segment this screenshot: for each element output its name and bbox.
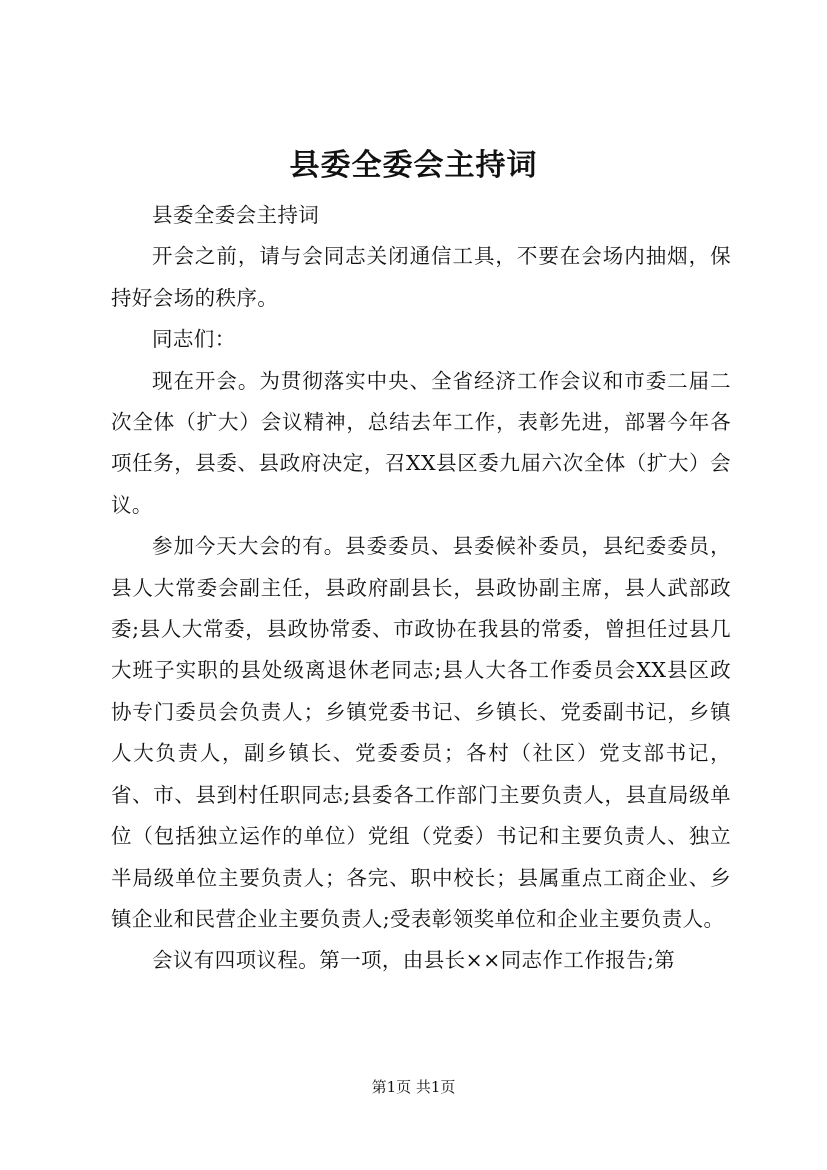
page-footer: 第1页 共1页 [371, 1078, 456, 1096]
paragraph-agenda: 会议有四项议程。第一项，由县长××同志作工作报告;第 [152, 948, 676, 973]
paragraph-opening: 现在开会。为贯彻落实中央、全省经济工作会议和市委二届二次全体（扩大）会议精神，总结去年工作，表彰先进，部署今年各项任务，县委、县政府决定，召XX县区委九届六次全体（扩大）会议。 [111, 368, 731, 517]
paragraph-subtitle: 县委全委会主持词 [152, 203, 320, 227]
document-body [111, 195, 731, 982]
paragraph-greeting: 同志们： [152, 327, 236, 352]
document-title: 县委全委会主持词 [289, 148, 538, 183]
paragraph-attendees: 参加今天大会的有。县委委员、县委候补委员，县纪委委员，县人大常委会副主任，县政府副县长，县政协副主席，县人武部政委;县人大常委，县政协常委、市政协在我县的常委，曾担任过县几大班子实职的县处级离退休老同志;县人大各工作委员会XX县区政协专门委员会负责人；乡镇党委书记、乡镇长、党委副书记，乡镇人大负责人，副乡镇长、党委委员；各村（社区）党支部书记，省、市、县到村任职同志;县委各工作部门主要负责人，县直局级单位（包括独立运作的单位）党组（党委）书记和主要负责人、独立半局级单位主要负责人；各完、职中校长；县属重点工商企业、乡镇企业和民营企业主要负责人;受表彰领奖单位和企业主要负责人。 [111, 534, 731, 931]
paragraph-notice: 开会之前，请与会同志关闭通信工具，不要在会场内抽烟，保持好会场的秩序。 [111, 244, 731, 310]
